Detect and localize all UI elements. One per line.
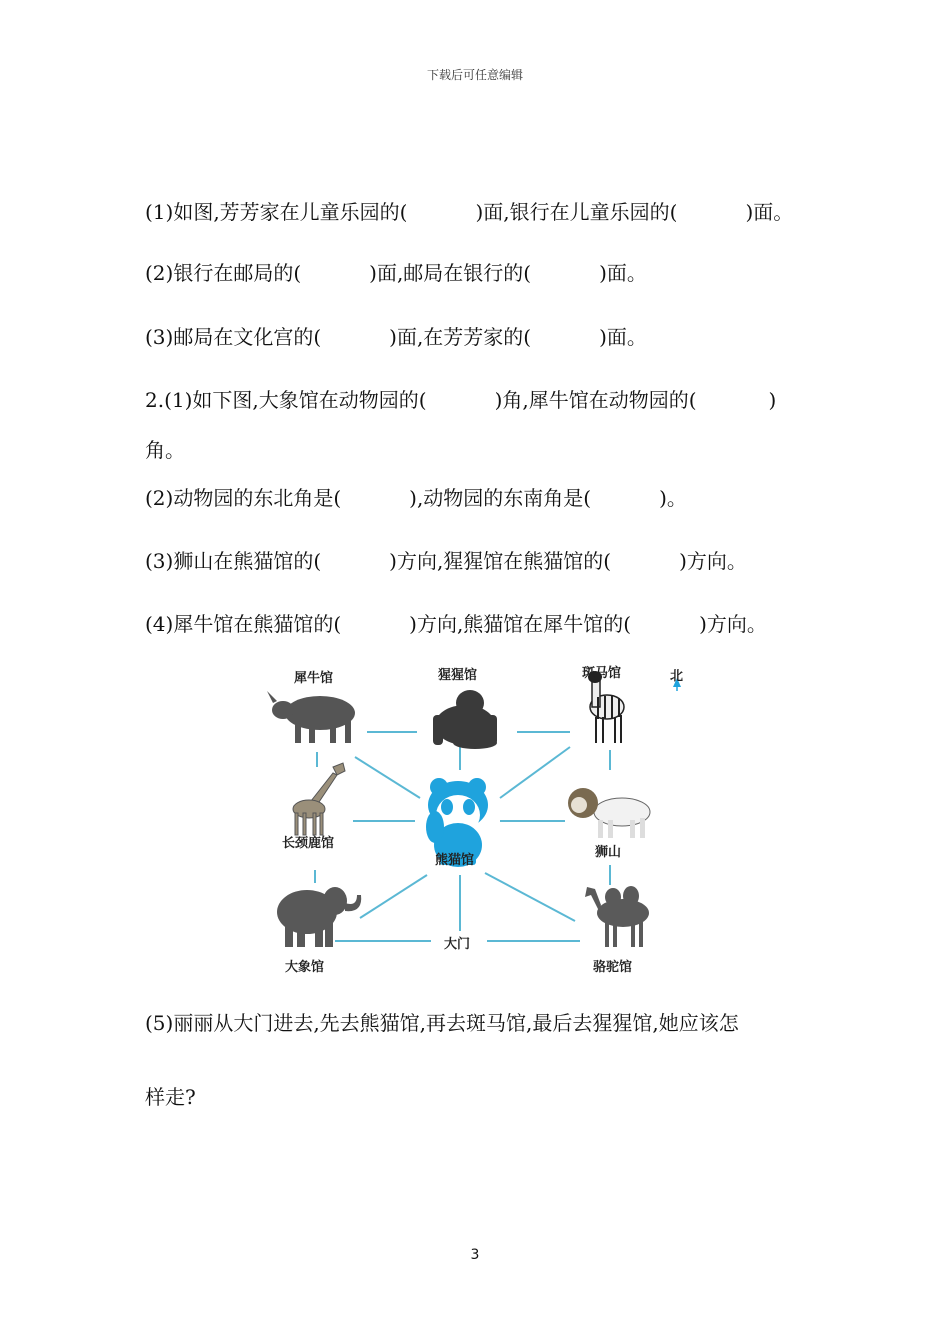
map-label-panda: 熊猫馆	[435, 853, 475, 868]
q1-line-3: (3)邮局在文化宫的( )面,在芳芳家的( )面。	[145, 325, 647, 349]
map-label-giraffe: 长颈鹿馆	[282, 836, 335, 851]
q1-line-2: (2)银行在邮局的( )面,邮局在银行的( )面。	[145, 261, 647, 285]
lion-icon	[568, 788, 650, 838]
map-label-gorilla: 猩猩馆	[438, 668, 478, 683]
map-label-gate: 大门	[444, 937, 471, 952]
q2-line-2: (2)动物园的东北角是( ),动物园的东南角是( )。	[145, 486, 687, 510]
giraffe-icon	[293, 763, 345, 835]
zoo-map	[265, 655, 685, 980]
q2-line-1-cont: 角。	[145, 438, 185, 462]
q2-line-5: (5)丽丽从大门进去,先去熊猫馆,再去斑马馆,最后去猩猩馆,她应该怎	[145, 1011, 739, 1035]
q2-line-5-cont: 样走?	[145, 1085, 196, 1109]
map-label-north: 北	[670, 669, 684, 684]
q1-line-1: (1)如图,芳芳家在儿童乐园的( )面,银行在儿童乐园的( )面。	[145, 200, 794, 224]
q2-line-3: (3)狮山在熊猫馆的( )方向,猩猩馆在熊猫馆的( )方向。	[145, 549, 747, 573]
rhino-icon	[267, 691, 355, 743]
gorilla-icon	[433, 690, 497, 749]
header-note: 下载后可任意编辑	[426, 68, 523, 82]
map-label-camel: 骆驼馆	[593, 960, 633, 975]
page-number: 3	[470, 1247, 480, 1263]
map-label-elephant: 大象馆	[285, 960, 325, 975]
camel-icon	[585, 886, 649, 947]
q2-line-4: (4)犀牛馆在熊猫馆的( )方向,熊猫馆在犀牛馆的( )方向。	[145, 612, 767, 636]
map-label-lion: 狮山	[595, 845, 622, 860]
zebra-icon	[588, 671, 624, 743]
map-label-rhino: 犀牛馆	[294, 671, 334, 686]
q2-line-1: 2.(1)如下图,大象馆在动物园的( )角,犀牛馆在动物园的( )	[145, 388, 777, 412]
zoo-map-drawing	[265, 655, 685, 980]
elephant-icon	[277, 887, 361, 947]
map-label-zebra: 斑马馆	[582, 666, 622, 681]
